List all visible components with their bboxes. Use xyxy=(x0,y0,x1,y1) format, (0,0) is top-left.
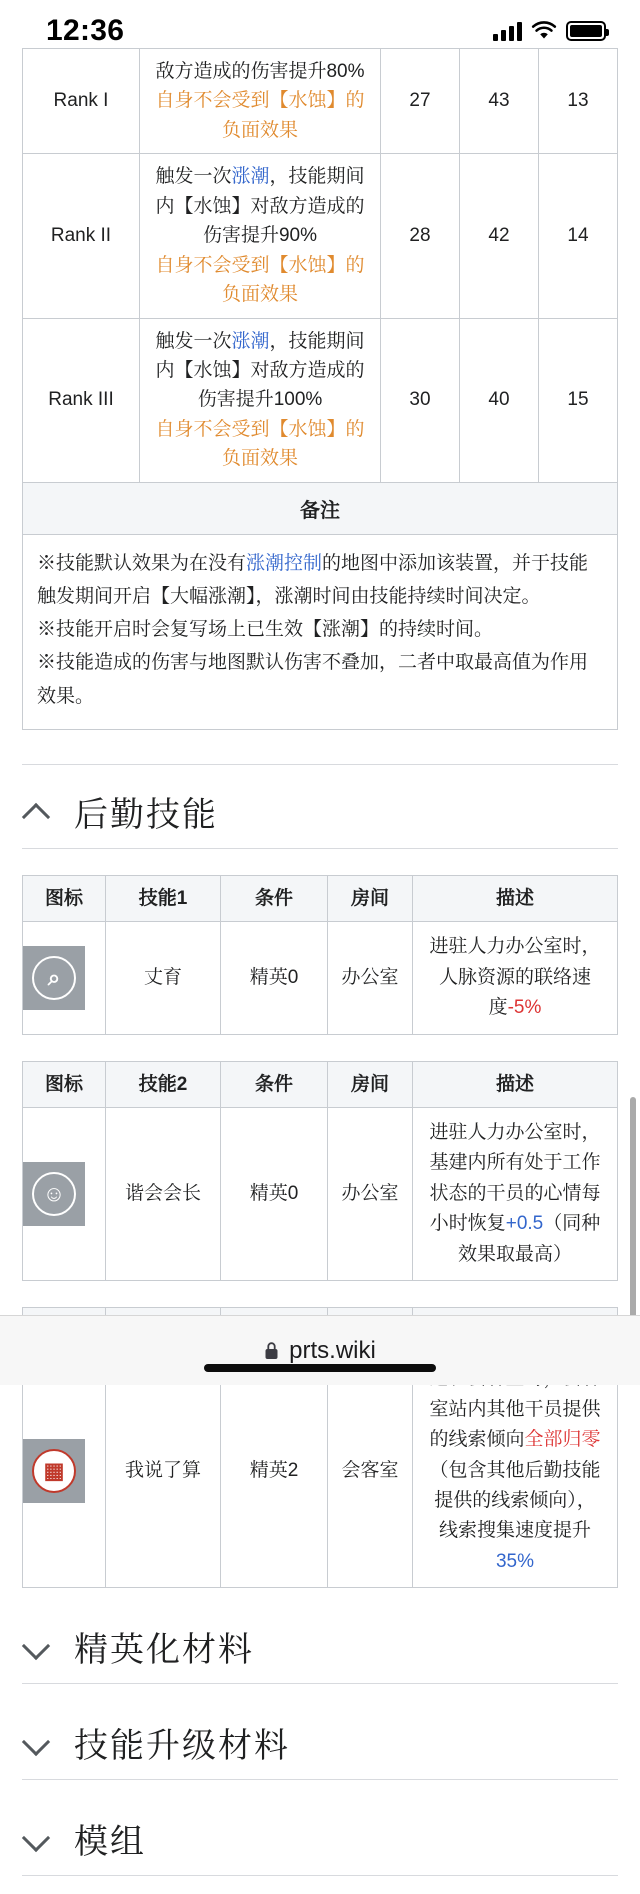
wifi-icon xyxy=(531,21,557,41)
base-skill-name: 丈育 xyxy=(106,922,221,1034)
url-text: prts.wiki xyxy=(289,1336,376,1364)
base-skill-icon-cell xyxy=(23,1354,106,1588)
rank-value-3: 14 xyxy=(539,154,618,318)
rank-value-2: 40 xyxy=(460,318,539,482)
section-title: 模组 xyxy=(74,1823,146,1862)
rank-value-1: 30 xyxy=(381,318,460,482)
clue-collection-icon xyxy=(23,1439,85,1503)
remark-link[interactable]: 涨潮控制 xyxy=(246,552,323,574)
rank-label: Rank II xyxy=(23,154,140,318)
desc-pre: 进驻人力办公室时，人脉资源的联络速度 xyxy=(429,936,601,1019)
table-row xyxy=(23,154,618,318)
section-header-base-skills[interactable] xyxy=(22,764,618,849)
base-skill-condition: 精英2 xyxy=(221,1354,328,1588)
rank-value-2: 42 xyxy=(460,154,539,318)
base-skill-table-1 xyxy=(22,875,618,1035)
table-header-row xyxy=(23,1061,618,1107)
rank-description-line2: 自身不会受到【水蚀】的负面效果 xyxy=(155,418,365,470)
rank-label: Rank III xyxy=(23,318,140,482)
section-title: 精英化材料 xyxy=(74,1631,254,1670)
rank-description xyxy=(140,318,381,482)
base-skill-name: 我说了算 xyxy=(106,1354,221,1588)
desc-mid: （包含其他后勤技能提供的线索倾向），线索搜集速度提升 xyxy=(429,1459,601,1542)
base-skill-icon-cell xyxy=(23,922,106,1034)
section-header-modules[interactable] xyxy=(22,1814,618,1876)
remark-line-post: 的地图中添加该装置，并于技能触发期间开启【大幅涨潮】，涨潮时间由技能持续时间决定。 xyxy=(37,552,589,607)
desc-pre: 进驻人力办公室时，基建内所有处于工作状态的干员的心情每小时恢复 xyxy=(429,1121,601,1235)
remark-line-pre: ※技能默认效果为在没有 xyxy=(37,552,247,574)
base-skill-room: 办公室 xyxy=(328,1107,413,1280)
col-icon: 图标 xyxy=(23,1061,106,1107)
table-row xyxy=(23,318,618,482)
col-description: 描述 xyxy=(413,875,618,921)
base-skill-table-2 xyxy=(22,1061,618,1281)
skill-link[interactable]: 涨潮 xyxy=(231,330,270,352)
rank-description-line2: 自身不会受到【水蚀】的负面效果 xyxy=(155,254,365,306)
col-icon: 图标 xyxy=(23,875,106,921)
desc-prefix: 触发一次 xyxy=(155,330,232,352)
base-skill-condition: 精英0 xyxy=(221,1107,328,1280)
base-skill-description xyxy=(413,1107,618,1280)
remark-body xyxy=(22,535,618,730)
rank-description-line1 xyxy=(150,162,370,250)
section-title: 技能升级材料 xyxy=(74,1727,290,1766)
status-bar-indicators xyxy=(493,21,606,41)
battery-icon xyxy=(566,21,606,41)
hr-contact-glyph: ⌕ xyxy=(32,956,76,1000)
base-skill-room: 办公室 xyxy=(328,922,413,1034)
rank-value-1: 27 xyxy=(381,49,460,154)
table-row xyxy=(23,1354,618,1588)
col-description: 描述 xyxy=(413,1061,618,1107)
skill-rank-table xyxy=(22,48,618,483)
mood-recovery-icon xyxy=(23,1162,85,1226)
rank-value-3: 15 xyxy=(539,318,618,482)
skill-link[interactable]: 涨潮 xyxy=(231,166,270,188)
col-condition: 条件 xyxy=(221,875,328,921)
rank-description-line1: 敌方造成的伤害提升80% xyxy=(155,61,365,82)
rank-description xyxy=(140,49,381,154)
rank-label: Rank I xyxy=(23,49,140,154)
base-skill-room: 会客室 xyxy=(328,1354,413,1588)
table-header-row xyxy=(23,875,618,921)
col-condition: 条件 xyxy=(221,1061,328,1107)
browser-address-bar[interactable] xyxy=(0,1315,640,1385)
hr-contact-icon xyxy=(23,946,85,1010)
desc-suffix: ，技能期间内【水蚀】对敌方造成的伤害提升90% xyxy=(155,166,365,247)
vertical-scrollbar[interactable] xyxy=(630,1097,636,1352)
rank-value-2: 43 xyxy=(460,49,539,154)
desc-value: 全部归零 xyxy=(524,1429,601,1451)
mood-recovery-glyph: ☺ xyxy=(32,1172,76,1216)
chevron-up-icon[interactable] xyxy=(22,796,52,826)
home-indicator[interactable] xyxy=(204,1364,436,1372)
remark-line xyxy=(37,547,603,614)
base-skill-condition: 精英0 xyxy=(221,922,328,1034)
col-skill: 技能2 xyxy=(106,1061,221,1107)
col-room: 房间 xyxy=(328,1061,413,1107)
chevron-down-icon[interactable] xyxy=(22,1824,52,1854)
lock-icon xyxy=(264,1341,279,1360)
desc-value-2: 35% xyxy=(495,1550,535,1572)
chevron-down-icon[interactable] xyxy=(22,1632,52,1662)
rank-value-3: 13 xyxy=(539,49,618,154)
table-row xyxy=(23,1107,618,1280)
section-header-elite-materials[interactable] xyxy=(22,1622,618,1684)
desc-prefix: 触发一次 xyxy=(155,166,232,188)
desc-post: （同种效果取最高） xyxy=(457,1213,601,1265)
section-title: 后勤技能 xyxy=(74,795,218,834)
rank-description-line2: 自身不会受到【水蚀】的负面效果 xyxy=(155,90,365,141)
chevron-down-icon[interactable] xyxy=(22,1728,52,1758)
desc-suffix: ，技能期间内【水蚀】对敌方造成的伤害提升100% xyxy=(155,330,365,411)
section-header-skill-materials[interactable] xyxy=(22,1718,618,1780)
base-skill-name: 谐会会长 xyxy=(106,1107,221,1280)
table-row xyxy=(23,49,618,154)
rank-description xyxy=(140,154,381,318)
status-bar-time: 12:36 xyxy=(46,14,125,47)
cellular-signal-icon xyxy=(493,21,522,41)
remark-line: ※技能造成的伤害与地图默认伤害不叠加，二者中取最高值为作用效果。 xyxy=(37,652,589,707)
col-room: 房间 xyxy=(328,875,413,921)
base-skill-description xyxy=(413,1354,618,1588)
desc-pre: 室站内其他干员提供的线索倾向 xyxy=(429,1398,601,1451)
base-skill-icon-cell xyxy=(23,1107,106,1280)
remark-line: ※技能开启时会复写场上已生效【涨潮】的持续时间。 xyxy=(37,619,494,641)
rank-value-1: 28 xyxy=(381,154,460,318)
remark-header: 备注 xyxy=(22,483,618,535)
col-skill: 技能1 xyxy=(106,875,221,921)
desc-value: -5% xyxy=(507,997,542,1019)
table-row xyxy=(23,922,618,1034)
base-skill-description xyxy=(413,922,618,1034)
rank-description-line1 xyxy=(150,327,370,415)
clue-collection-glyph: ▦ xyxy=(32,1449,76,1493)
desc-value: +0.5 xyxy=(505,1213,544,1235)
